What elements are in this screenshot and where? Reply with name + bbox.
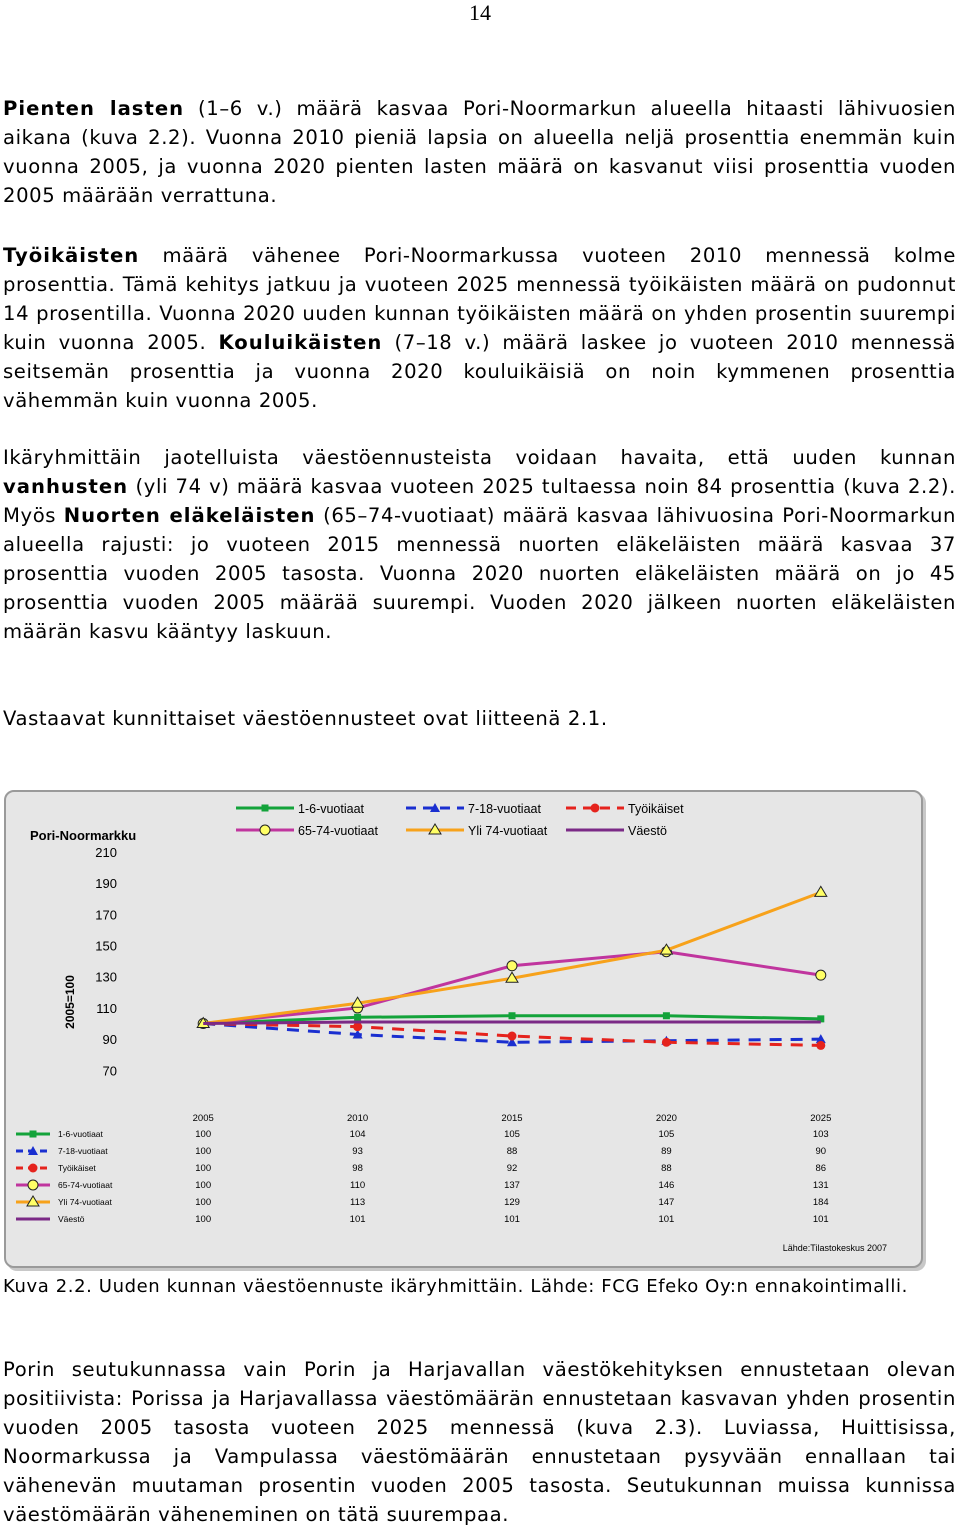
table-cell: 113 <box>350 1197 366 1208</box>
chart-source: Lähde:Tilastokeskus 2007 <box>782 1243 887 1253</box>
table-cell: 137 <box>504 1180 520 1191</box>
legend-marker-65-74-vuotiaat <box>260 825 270 835</box>
paragraph-appendix-note: Vastaavat kunnittaiset väestöennusteet ovat liitteenä 2.1. <box>3 707 608 730</box>
data-point-yli-74-vuotiaat <box>815 886 827 896</box>
data-point-ty-ik-iset <box>816 1041 825 1050</box>
table-key-marker <box>29 1164 38 1173</box>
chart-legend <box>236 802 684 838</box>
y-axis-label: 2005=100 <box>63 975 77 1029</box>
table-row-label: 65-74-vuotiaat <box>58 1180 113 1190</box>
table-cell: 131 <box>812 1180 829 1191</box>
paragraph-small-children: Pienten lasten (1–6 v.) määrä kasvaa Pori-Noormarkun alueella hitaasti lähivuosien aikana (kuva 2.2). Vuonna 2010 pieniä lapsia on alueella neljä prosenttia enemmän kuin vuonna 2005, ja vuonna 2020 pienten lasten määrä on kasvanut viisi prosenttia vuoden 2005 määrään verrattuna. <box>3 97 956 207</box>
series-line-v-est <box>203 1022 821 1024</box>
paragraph-working-age: Työikäisten määrä vähenee Pori-Noormarkussa vuoteen 2010 mennessä kolme prosenttia. Tämä kehitys jatkuu ja vuoteen 2025 mennessä työikäisten määrä on pudonnut 14 prosentilla. Vuonna 2020 uuden kunnan työikäisten määrä on yhden prosentin suurempi kuin vuonna 2005. Kouluikäisten (7–18 v.) määrä laskee jo vuoteen 2010 mennessä seitsemän prosenttia ja vuonna 2020 kouluikäisiä on noin kymmenen prosenttia vähemmän kuin vuonna 2005. <box>3 244 956 412</box>
table-cell: 103 <box>812 1129 829 1140</box>
table-cell: 90 <box>815 1146 827 1157</box>
x-tick-label: 2015 <box>501 1113 523 1124</box>
table-cell: 110 <box>350 1180 366 1191</box>
data-point-65-74-vuotiaat <box>507 961 517 971</box>
table-cell: 100 <box>195 1180 212 1191</box>
data-point-1-6-vuotiaat <box>509 1012 516 1019</box>
legend-label-ty-ik-iset: Työikäiset <box>628 802 684 816</box>
y-tick-label: 90 <box>102 1032 117 1048</box>
table-cell: 129 <box>504 1197 520 1208</box>
x-tick-label: 2020 <box>655 1113 677 1124</box>
y-tick-label: 210 <box>95 844 117 860</box>
data-point-1-6-vuotiaat <box>663 1012 670 1019</box>
table-cell: 100 <box>195 1197 212 1208</box>
table-cell: 105 <box>658 1129 675 1140</box>
table-cell: 92 <box>506 1163 518 1174</box>
chart-title: Pori-Noormarkku <box>30 828 137 843</box>
data-point-ty-ik-iset <box>353 1022 362 1031</box>
x-tick-label: 2005 <box>192 1113 214 1124</box>
table-cell: 105 <box>504 1129 520 1140</box>
table-row-label: 1-6-vuotiaat <box>58 1129 103 1139</box>
table-cell: 101 <box>812 1214 829 1225</box>
chart-canvas <box>6 792 921 1266</box>
table-key-marker <box>28 1180 38 1190</box>
table-cell: 98 <box>352 1163 363 1174</box>
table-cell: 101 <box>504 1214 520 1225</box>
population-chart <box>4 790 923 1268</box>
legend-label-65-74-vuotiaat: 65-74-vuotiaat <box>298 824 378 838</box>
data-point-1-6-vuotiaat <box>354 1014 361 1021</box>
data-point-ty-ik-iset <box>508 1032 517 1041</box>
term-working-age: Työikäisten <box>3 244 140 267</box>
table-row-label: 7-18-vuotiaat <box>58 1146 108 1156</box>
series-line-yli-74-vuotiaat <box>203 892 821 1023</box>
table-cell: 101 <box>658 1214 675 1225</box>
table-cell: 146 <box>658 1180 675 1191</box>
table-cell: 86 <box>815 1163 827 1174</box>
table-cell: 100 <box>195 1163 212 1174</box>
y-tick-label: 70 <box>102 1063 117 1079</box>
table-row-label: Yli 74-vuotiaat <box>58 1197 112 1207</box>
legend-label-1-6-vuotiaat: 1-6-vuotiaat <box>298 802 365 816</box>
x-tick-label: 2025 <box>810 1113 832 1124</box>
legend-marker-1-6-vuotiaat <box>262 805 269 812</box>
term-elderly: vanhusten <box>3 475 129 498</box>
table-cell: 101 <box>349 1214 366 1225</box>
table-cell: 100 <box>195 1214 212 1225</box>
table-cell: 100 <box>195 1146 212 1157</box>
term-young-retirees: Nuorten eläkeläisten <box>63 504 316 527</box>
table-cell: 93 <box>352 1146 363 1157</box>
legend-label-7-18-vuotiaat: 7-18-vuotiaat <box>468 802 541 816</box>
table-cell: 100 <box>195 1129 212 1140</box>
plot-area <box>95 845 827 1079</box>
table-cell: 88 <box>661 1163 672 1174</box>
page-number: 14 <box>469 0 491 25</box>
data-table <box>16 1113 831 1225</box>
y-tick-label: 190 <box>95 876 117 892</box>
data-point-65-74-vuotiaat <box>816 970 826 980</box>
legend-label-yli-74-vuotiaat: Yli 74-vuotiaat <box>468 824 548 838</box>
figure-caption: Kuva 2.2. Uuden kunnan väestöennuste ikäryhmittäin. Lähde: FCG Efeko Oy:n ennakointimalli. <box>3 1276 908 1297</box>
table-cell: 88 <box>506 1146 518 1157</box>
table-key-marker <box>30 1131 37 1138</box>
y-tick-label: 170 <box>95 907 117 923</box>
table-cell: 89 <box>661 1146 672 1157</box>
table-row-label: Väestö <box>58 1214 85 1224</box>
y-tick-label: 150 <box>95 938 117 954</box>
x-tick-label: 2010 <box>347 1113 369 1124</box>
y-tick-label: 130 <box>95 969 117 985</box>
y-tick-label: 110 <box>96 1000 117 1016</box>
data-point-ty-ik-iset <box>662 1038 671 1047</box>
table-cell: 147 <box>658 1197 675 1208</box>
table-cell: 104 <box>349 1129 366 1140</box>
legend-marker-ty-ik-iset <box>591 804 600 813</box>
legend-label-v-est: Väestö <box>628 824 667 838</box>
table-cell: 184 <box>812 1197 829 1208</box>
paragraph-subregion: Porin seutukunnassa vain Porin ja Harjavallan väestökehityksen ennustetaan olevan positiivista: Porissa ja Harjavallassa väestömäärän ennustetaan kasvavan yhden prosentin vuoden 2005 tasosta vuoteen 2025 mennessä (kuva 2.3). Luviassa, Huittisissa, Noormarkussa ja Vampulassa väestömäärän ennustetaan pysyvään ennallaan tai vähenevän muutaman prosentin vuoden 2005 tasosta. Seutukunnan muissa kunnissa väestömäärän väheneminen on tätä suurempaa. <box>3 1358 956 1526</box>
term-small-children: Pienten lasten <box>3 97 185 120</box>
paragraph-elderly: Ikäryhmittäin jaotelluista väestöennusteista voidaan havaita, että uuden kunnan vanhusten (yli 74 v) määrä kasvaa vuoteen 2025 tultaessa noin 84 prosenttia (kuva 2.2). Myös Nuorten eläkeläisten (65–74-vuotiaat) määrä kasvaa lähivuosina Pori-Noormarkun alueella rajusti: jo vuoteen 2015 mennessä nuorten eläkeläisten määrä kasvaa 37 prosenttia vuoden 2005 tasosta. Vuonna 2020 nuorten eläkeläisten määrä on jo 45 prosenttia vuoden 2005 määrää suurempi. Vuoden 2020 jälkeen nuorten eläkeläisten määrän kasvu kääntyy laskuun. <box>3 446 956 643</box>
table-row-label: Työikäiset <box>58 1163 96 1173</box>
term-school-age: Kouluikäisten <box>218 331 383 354</box>
